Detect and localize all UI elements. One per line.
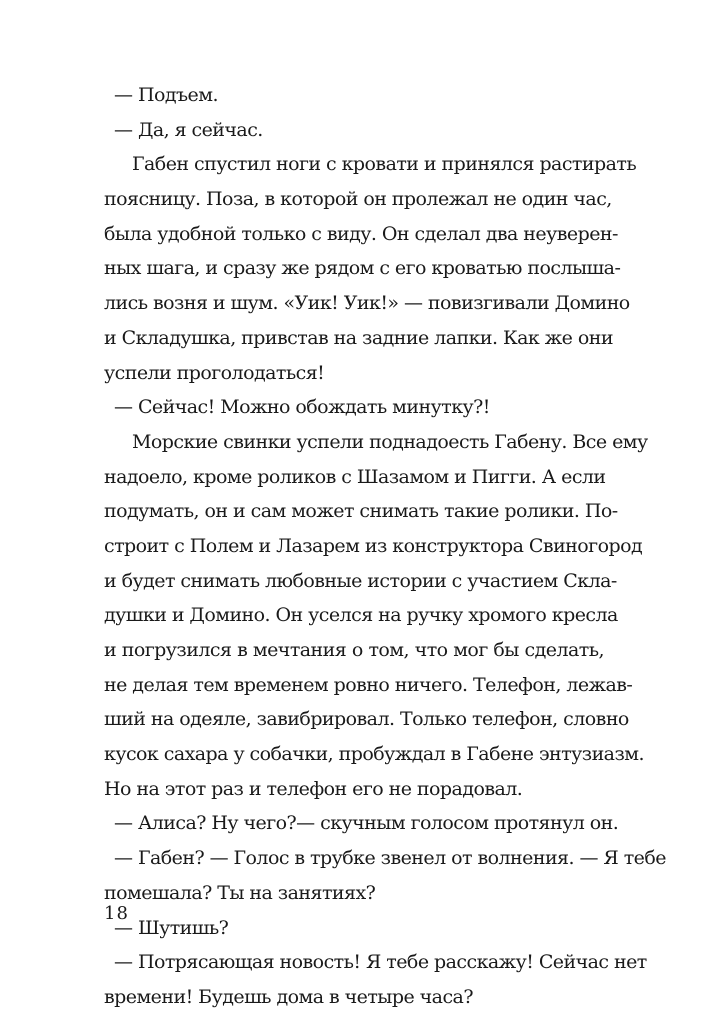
text-line: — Подъем. [114,84,218,106]
text-line: — Шутишь? [114,916,229,939]
body-text [104,78,666,1015]
text-line: — Алиса? Ну чего?— скучным голосом протянул он. [114,812,619,835]
text-line: Габен спустил ноги с кровати и принялся растирать [132,153,637,176]
text-line: душки и Домино. Он уселся на ручку хромого кресла [104,604,618,627]
text-line: подумать, он и сам может снимать такие ролики. По- [104,500,618,523]
text-line: надоело, кроме роликов с Шазамом и Пигги. А если [104,465,606,488]
text-line: строит с Полем и Лазарем из конструктора Свиногород [104,534,643,557]
text-line: помешала? Ты на занятиях? [104,881,376,904]
text-line: — Да, я сейчас. [114,118,263,141]
text-line: — Габен? — Голос в трубке звенел от волнения. — Я тебе [114,847,666,870]
text-line: — Сейчас! Можно обождать минутку?! [114,396,490,419]
text-line: была удобной только с виду. Он сделал два неуверен- [104,222,618,245]
text-line: — Потрясающая новость! Я тебе расскажу! Сейчас нет [114,951,647,974]
text-line: Морские свинки успели поднадоесть Габену. Все ему [132,430,648,453]
text-line: поясницу. Поза, в которой он пролежал не один час, [104,188,612,211]
text-line: кусок сахара у собачки, пробуждал в Габене энтузиазм. [104,743,644,766]
text-line: лись возня и шум. «Уик! Уик!» — повизгивали Домино [104,292,630,315]
text-line: успели проголодаться! [104,361,325,384]
text-line: и будет снимать любовные истории с участием Скла- [104,569,617,592]
page-number: 18 [104,903,129,924]
text-line: Но на этот раз и телефон его не порадовал. [104,777,523,800]
text-line: не делая тем временем ровно ничего. Телефон, лежав- [104,673,633,696]
text-line: времени! Будешь дома в четыре часа? [104,985,473,1008]
text-line: ных шага, и сразу же рядом с его кроватью послыша- [104,257,621,280]
text-line: и Складушка, привстав на задние лапки. Как же они [104,326,613,349]
text-line: и погрузился в мечтания о том, что мог бы сделать, [104,639,604,661]
text-line: ший на одеяле, завибрировал. Только телефон, словно [104,708,629,731]
